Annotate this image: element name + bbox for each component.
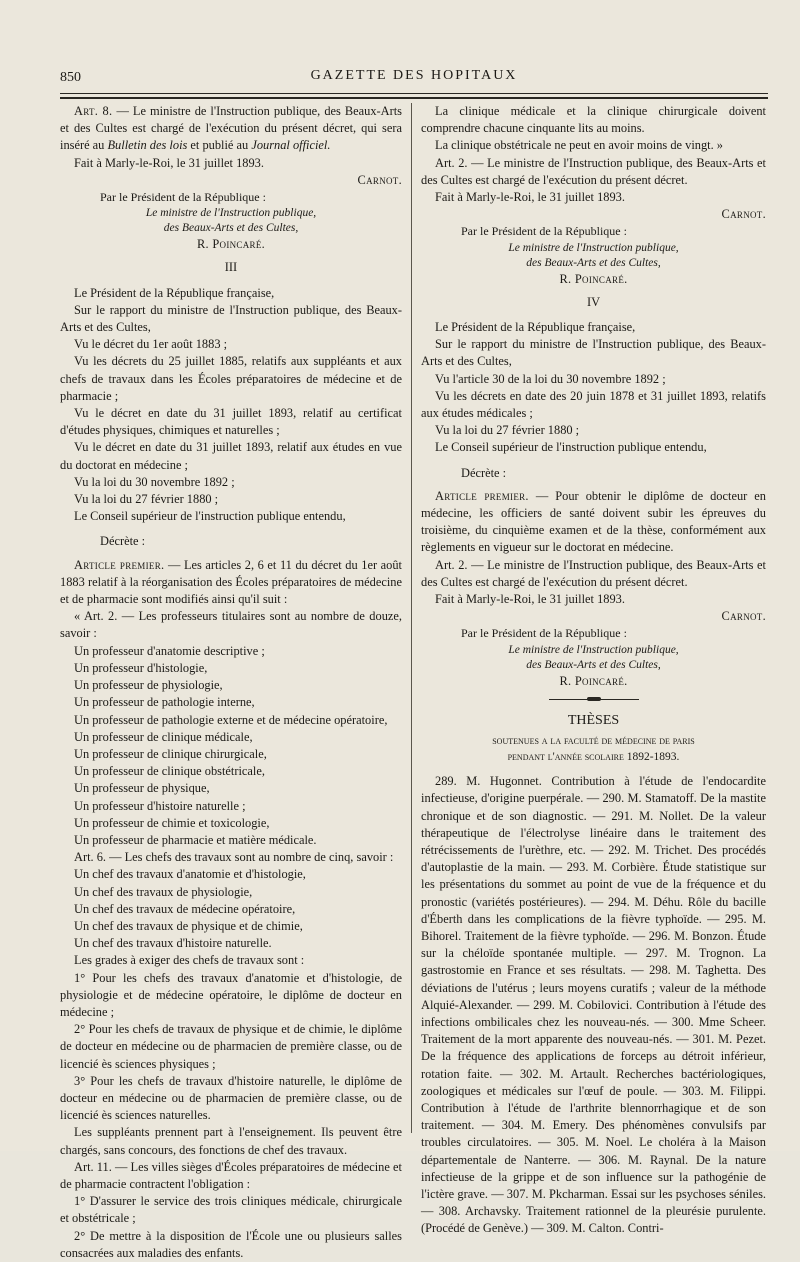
professeurs-list bbox=[60, 643, 402, 849]
art2-execution: Art. 2. — Le ministre de l'Instruction publique, des Beaux-Arts et des Cultes est chargé de l'exécution du présent décret. bbox=[421, 557, 766, 589]
obligation-item: 1° D'assurer le service des trois cliniques médicale, chirurgicale et obstétricale ; bbox=[60, 1194, 402, 1226]
preamble-iv bbox=[421, 319, 766, 457]
ministre-line-2: des Beaux-Arts et des Cultes, bbox=[526, 256, 661, 269]
list-item: Un professeur d'anatomie descriptive ; bbox=[74, 643, 265, 658]
list-item: Un professeur de pathologie interne, bbox=[74, 695, 255, 710]
list-item: Un professeur de clinique médicale, bbox=[74, 729, 253, 744]
decrete-heading: Décrète : bbox=[100, 534, 146, 549]
grade-item: 1° Pour les chefs des travaux d'anatomie et d'histologie, de physiologie et de médecine opératoire, le diplôme de docteur en médecine ; bbox=[60, 970, 402, 1019]
art8-label: Art. 8. bbox=[74, 104, 113, 118]
page-header bbox=[60, 66, 768, 88]
section-heading-iii: III bbox=[224, 260, 238, 275]
journal-title: GAZETTE DES HOPITAUX bbox=[310, 68, 518, 83]
theses-list: 289. M. Hugonnet. Contribution à l'étude de l'endocardite infectieuse, d'origine puerpérale. — 290. M. Stamatoff. De la mastite chronique et de son diagnostic. — 291. M. Nollet. De la valeur thérapeutique de l'électrolyse linéaire dans le traitement des rétrécissements de l'urèthre, etc. — 292. M. Trichet. Des procédés d'autoplastie de la main. — 293. M. Corbière. Étude statistique sur les présentations du sommet au point de vue de la fréquence et du pronostic (variétés postérieures). — 294. M. Déhu. Rôle du bacille d'Éberth dans les complications de la fièvre typhoïde. — 295. M. Bihorel. Traitement de la fièvre typhoïde. — 296. M. Bonzon. Étude sur la chéloïde spontanée multiple. — 297. M. Trognon. La gastrostomie en France et ses résultats. — 298. M. Taghetta. Des déviations de l'utérus ; leurs moyens curatifs ; valeur de la méthode Alquié-Alexander. — 299. M. Cobilovici. Contribution à l'étude des infections ombilicales chez les nouveau-nés. — 300. Mme Scheer. Traitement de la mort apparente des nouveau-nés. — 301. M. Pezet. De la fréquence des applications de forceps au détroit inférieur, rotation faite. — 302. M. Artault. Recherches bactériologiques, zoologiques et médicales sur l'œuf de poule. — 303. M. Filippi. Contribution à l'étude de l'arthrite blennorrhagique et de son traitement. — 304. M. Emery. Des phénomènes convulsifs par troubles circulatoires. — 305. M. Noel. Le choléra à la Maison départementale de Nanterre. — 306. M. Raynal. De la nature infectieuse de la grippe et de son influence sur la pathogénie de l'ictère grave. — 307. M. Pkcharman. Essai sur les psychoses séniles. — 308. Archavsky. Traitement rationnel de la pleurésie purulente. (Procédé de Genève.) — 309. M. Calton. Contri- bbox=[421, 774, 766, 1236]
list-item: Un professeur d'histologie, bbox=[74, 660, 208, 675]
preamble-line: Vu le décret du 1er août 1883 ; bbox=[74, 337, 228, 352]
preamble-line: Le Président de la République française, bbox=[74, 285, 275, 300]
right-column bbox=[421, 103, 766, 1238]
list-item: Un professeur de chimie et toxicologie, bbox=[74, 815, 270, 830]
art2-intro: « Art. 2. — Les professeurs titulaires sont au nombre de douze, savoir : bbox=[60, 609, 402, 641]
list-item: Un professeur de pharmacie et matière médicale. bbox=[74, 832, 317, 847]
page-number: 850 bbox=[60, 70, 81, 85]
grade-item: 3° Pour les chefs de travaux d'histoire naturelle, le diplôme de docteur en médecine ou de pharmacien de première classe, ou de licencié ès sciences naturelles. bbox=[60, 1073, 402, 1123]
par-le-president: Par le Président de la République : bbox=[461, 626, 627, 641]
section-heading-iv: IV bbox=[586, 294, 601, 309]
fait-date: Fait à Marly-le-Roi, le 31 juillet 1893. bbox=[435, 592, 625, 607]
par-le-president: Par le Président de la République : bbox=[100, 190, 266, 205]
header-rule-thin bbox=[60, 93, 768, 94]
column-divider bbox=[411, 103, 412, 1133]
ministre-line-2: des Beaux-Arts et des Cultes, bbox=[163, 222, 299, 235]
article-premier-text: — Les articles 2, 6 et 11 du décret du 1er août 1883 relatif à la réorganisation des Écoles préparatoires de médecine et de pharmacie sont modifiés ainsi qu'il suit : bbox=[60, 557, 402, 607]
signature-poincare: R. Poincaré. bbox=[196, 237, 266, 252]
grade-item: 2° Pour les chefs de travaux de physique et de chimie, le diplôme de docteur en médecine ou de pharmacien de première classe, ou de licencié ès sciences physiques ; bbox=[60, 1022, 402, 1071]
article-premier-paragraph bbox=[421, 488, 766, 557]
list-item: Un chef des travaux de physiologie, bbox=[74, 884, 253, 899]
preamble-line: Vu l'article 30 de la loi du 30 novembre 1892 ; bbox=[435, 371, 666, 386]
article-premier-label: Article premier. bbox=[435, 488, 529, 503]
fait-date: Fait à Marly-le-Roi, le 31 juillet 1893. bbox=[435, 190, 625, 205]
ornamental-divider bbox=[549, 698, 639, 702]
preamble-line: Sur le rapport du ministre de l'Instruction publique, des Beaux-Arts et des Cultes, bbox=[421, 337, 766, 369]
list-item: Un professeur de pathologie externe et de médecine opératoire, bbox=[74, 712, 388, 727]
signature-carnot: Carnot. bbox=[721, 207, 766, 222]
art8-paragraph bbox=[60, 103, 402, 155]
ministre-line-1: Le ministre de l'Instruction publique, bbox=[145, 207, 317, 220]
preamble-line: Vu le décret en date du 31 juillet 1893, relatif au certificat d'études physiques, chimiques et naturelles ; bbox=[60, 406, 402, 438]
obligation-item: 2° De mettre à la disposition de l'École une ou plusieurs salles consacrées aux maladies des enfants. bbox=[60, 1228, 402, 1260]
list-item: Un professeur de clinique obstétricale, bbox=[74, 764, 265, 779]
journal-officiel: Journal officiel. bbox=[251, 138, 331, 153]
list-item: Un chef des travaux d'histoire naturelle. bbox=[74, 936, 272, 951]
signature-poincare: R. Poincaré. bbox=[559, 673, 628, 688]
preamble-iii bbox=[60, 285, 402, 526]
decrete-heading: Décrète : bbox=[461, 465, 507, 480]
ministre-line-1: Le ministre de l'Instruction publique, bbox=[508, 241, 679, 254]
list-item: Un professeur de physiologie, bbox=[74, 678, 223, 693]
art6-intro: Art. 6. — Les chefs des travaux sont au nombre de cinq, savoir : bbox=[74, 850, 394, 865]
art8-text: — Le ministre de l'Instruction publique, des Beaux-Arts et des Cultes est chargé de l'exécution du présent décret, qui sera inséré au bbox=[60, 104, 403, 153]
art8-mid: et publié au bbox=[187, 138, 252, 153]
list-item: Un professeur de physique, bbox=[74, 781, 210, 796]
header-rule-thick bbox=[60, 97, 768, 99]
bulletin-des-lois: Bulletin des lois bbox=[107, 138, 188, 153]
article-premier-label: Article premier. bbox=[74, 557, 165, 572]
preamble-line: Vu les décrets du 25 juillet 1885, relatifs aux suppléants et aux chefs de travaux dans les Écoles préparatoires de médecine et de pharmacie ; bbox=[60, 354, 402, 403]
clinique-medicale: La clinique médicale et la clinique chirurgicale doivent comprendre chacune cinquante lits au moins. bbox=[421, 104, 766, 136]
art11-intro: Art. 11. — Les villes sièges d'Écoles préparatoires de médecine et de pharmacie contractent l'obligation : bbox=[60, 1159, 402, 1191]
article-premier-text: — Pour obtenir le diplôme de docteur en médecine, les officiers de santé doivent subir les épreuves du troisième, du cinquième examen et de la thèse, conformément aux règlements en vigueur sur le doctorat en médecine. bbox=[421, 488, 766, 555]
preamble-line: Vu les décrets en date des 20 juin 1878 et 31 juillet 1893, relatifs aux études médicales ; bbox=[421, 388, 766, 421]
ministre-line-1: Le ministre de l'Instruction publique, bbox=[508, 643, 679, 656]
preamble-line: Vu le décret en date du 31 juillet 1893, relatif aux études en vue du doctorat en médecine ; bbox=[60, 440, 402, 472]
preamble-line: Le Président de la République française, bbox=[435, 320, 636, 335]
signature-carnot: Carnot. bbox=[357, 172, 402, 187]
signature-poincare: R. Poincaré. bbox=[559, 271, 628, 286]
suppleants-paragraph: Les suppléants prennent part à l'enseignement. Ils peuvent être chargés, sans concours, des fonctions de chef des travaux. bbox=[60, 1125, 402, 1157]
preamble-line: Vu la loi du 27 février 1880 ; bbox=[74, 492, 219, 507]
chefs-list bbox=[60, 866, 402, 952]
grades-intro: Les grades à exiger des chefs de travaux sont : bbox=[74, 953, 305, 968]
par-le-president: Par le Président de la République : bbox=[461, 224, 627, 239]
clinique-obstetricale: La clinique obstétricale ne peut en avoir moins de vingt. » bbox=[435, 138, 723, 153]
theses-title: THÈSES bbox=[567, 712, 620, 728]
preamble-line: Le Conseil supérieur de l'instruction publique entendu, bbox=[74, 509, 346, 524]
theses-subtitle-1: soutenues a la faculté de médecine de paris bbox=[492, 735, 695, 748]
fait-date: Fait à Marly-le-Roi, le 31 juillet 1893. bbox=[74, 155, 264, 170]
list-item: Un chef des travaux d'anatomie et d'histologie, bbox=[74, 867, 306, 882]
art2-execution: Art. 2. — Le ministre de l'Instruction publique, des Beaux-Arts et des Cultes est chargé de l'exécution du présent décret. bbox=[421, 155, 766, 187]
list-item: Un chef des travaux de médecine opératoire, bbox=[74, 901, 296, 916]
signature-carnot: Carnot. bbox=[721, 609, 766, 624]
theses-subtitle-2: pendant l'année scolaire 1892-1893. bbox=[507, 751, 680, 764]
preamble-line: Le Conseil supérieur de l'instruction publique entendu, bbox=[435, 440, 707, 455]
list-item: Un chef des travaux de physique et de chimie, bbox=[74, 918, 303, 933]
preamble-line: Vu la loi du 27 février 1880 ; bbox=[435, 423, 580, 438]
ministre-line-2: des Beaux-Arts et des Cultes, bbox=[526, 658, 661, 671]
list-item: Un professeur de clinique chirurgicale, bbox=[74, 746, 267, 761]
preamble-line: Vu la loi du 30 novembre 1892 ; bbox=[74, 474, 235, 489]
left-column bbox=[60, 103, 402, 1262]
list-item: Un professeur d'histoire naturelle ; bbox=[74, 798, 246, 813]
article-premier-paragraph bbox=[60, 557, 402, 609]
preamble-line: Sur le rapport du ministre de l'Instruction publique, des Beaux-Arts et des Cultes, bbox=[60, 302, 402, 335]
